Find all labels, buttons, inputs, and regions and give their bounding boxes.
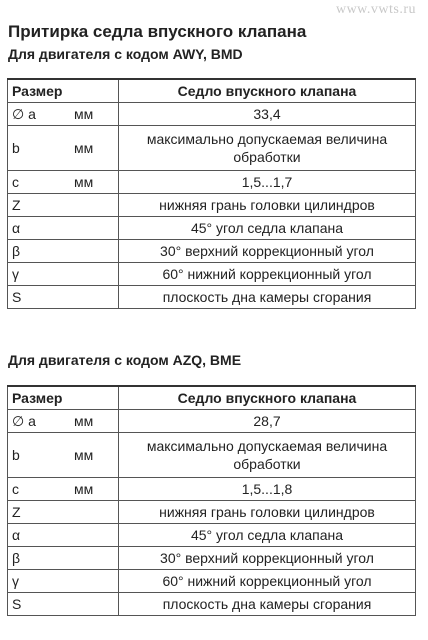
row-value: 45° угол седла клапана: [119, 524, 416, 547]
row-value: плоскость дна камеры сгорания: [119, 286, 416, 309]
row-symbol: Z: [8, 194, 73, 217]
table-row: [8, 126, 416, 171]
row-unit: [72, 593, 119, 616]
row-symbol: c: [8, 171, 73, 194]
table-row: [8, 240, 416, 263]
header-size: Размер: [8, 79, 119, 103]
table-row: [8, 263, 416, 286]
spec-table-2: [7, 385, 416, 616]
row-value: 60° нижний коррекционный угол: [119, 263, 416, 286]
row-unit: [72, 286, 119, 309]
header-seat: Седло впускного клапана: [119, 79, 416, 103]
row-unit: мм: [72, 126, 119, 171]
row-value: плоскость дна камеры сгорания: [119, 593, 416, 616]
header-seat: Седло впускного клапана: [119, 386, 416, 410]
row-value: нижняя грань головки цилиндров: [119, 194, 416, 217]
section1-heading: Для двигателя с кодом AWY, BMD: [8, 46, 243, 62]
row-value: 30° верхний коррекционный угол: [119, 547, 416, 570]
row-unit: [72, 263, 119, 286]
watermark: www.vwts.ru: [335, 2, 416, 17]
row-symbol: c: [8, 478, 73, 501]
section2-heading: Для двигателя с кодом AZQ, BME: [8, 352, 242, 368]
row-symbol: γ: [8, 570, 73, 593]
table-row: [8, 501, 416, 524]
row-value: 60° нижний коррекционный угол: [119, 570, 416, 593]
row-symbol: α: [8, 524, 73, 547]
row-symbol: β: [8, 547, 73, 570]
row-symbol: S: [8, 286, 73, 309]
row-value: 1,5...1,7: [119, 171, 416, 194]
row-symbol: α: [8, 217, 73, 240]
page-title: Притирка седла впускного клапана: [8, 22, 307, 41]
table-header: [8, 386, 416, 410]
row-value: 1,5...1,8: [119, 478, 416, 501]
row-value: нижняя грань головки цилиндров: [119, 501, 416, 524]
row-value: максимально допускаемая величина обработки: [119, 433, 416, 478]
table-row: [8, 547, 416, 570]
row-unit: [72, 501, 119, 524]
row-symbol: ∅ a: [8, 103, 73, 126]
table-row: [8, 410, 416, 433]
row-symbol: Z: [8, 501, 73, 524]
row-symbol: ∅ a: [8, 410, 73, 433]
table-row: [8, 570, 416, 593]
row-symbol: S: [8, 593, 73, 616]
table-row: [8, 217, 416, 240]
table-row: [8, 524, 416, 547]
row-unit: мм: [72, 410, 119, 433]
row-symbol: b: [8, 433, 73, 478]
row-symbol: γ: [8, 263, 73, 286]
table-row: [8, 286, 416, 309]
row-unit: [72, 570, 119, 593]
spec-table-1: [7, 78, 416, 309]
row-value: 45° угол седла клапана: [119, 217, 416, 240]
row-unit: [72, 194, 119, 217]
table-row: [8, 478, 416, 501]
row-unit: [72, 547, 119, 570]
row-unit: [72, 217, 119, 240]
row-unit: [72, 524, 119, 547]
table-row: [8, 171, 416, 194]
table-row: [8, 593, 416, 616]
row-value: 33,4: [119, 103, 416, 126]
row-unit: [72, 240, 119, 263]
row-value: 28,7: [119, 410, 416, 433]
row-unit: мм: [72, 433, 119, 478]
row-unit: мм: [72, 171, 119, 194]
table-row: [8, 194, 416, 217]
header-size: Размер: [8, 386, 119, 410]
row-value: максимально допускаемая величина обработки: [119, 126, 416, 171]
row-symbol: β: [8, 240, 73, 263]
row-unit: мм: [72, 478, 119, 501]
table-header: [8, 79, 416, 103]
table-row: [8, 433, 416, 478]
table-row: [8, 103, 416, 126]
row-unit: мм: [72, 103, 119, 126]
row-symbol: b: [8, 126, 73, 171]
row-value: 30° верхний коррекционный угол: [119, 240, 416, 263]
